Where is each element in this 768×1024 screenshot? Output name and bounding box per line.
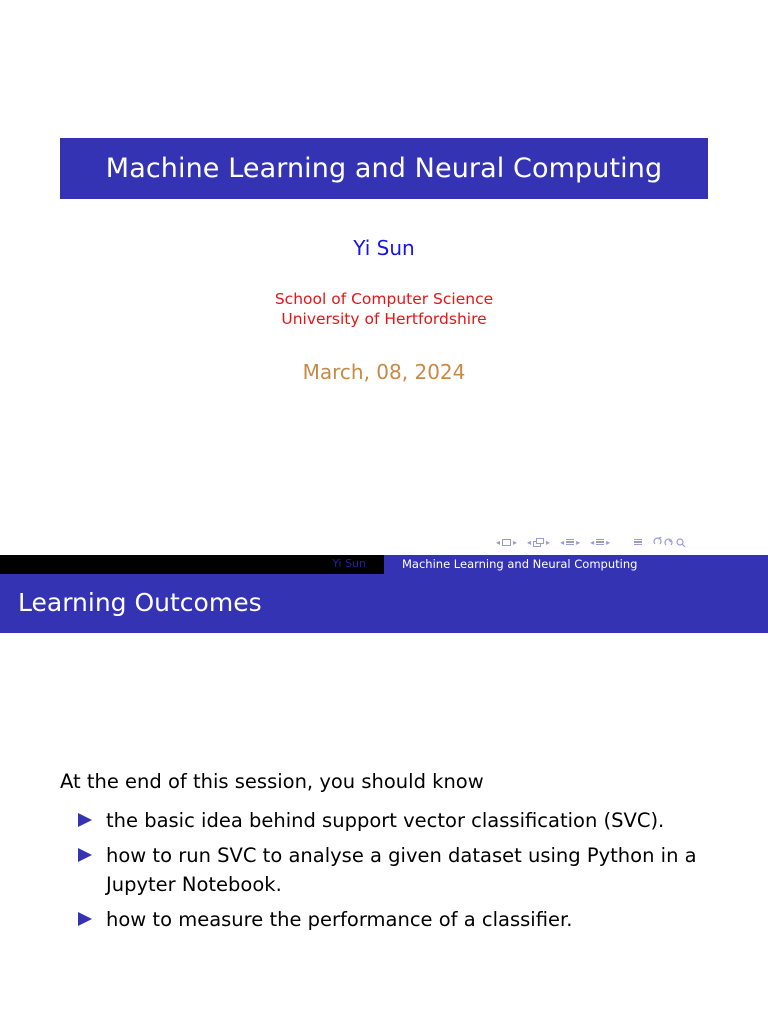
nav-subsection-icon[interactable]: ◂ ▸ bbox=[560, 537, 581, 547]
frame-title-bar bbox=[0, 574, 768, 633]
navigation-symbols bbox=[496, 535, 692, 549]
nav-doc-icon[interactable] bbox=[634, 539, 642, 546]
intro-text: At the end of this session, you should know bbox=[60, 770, 484, 793]
nav-search-icon[interactable] bbox=[652, 536, 692, 548]
list-item bbox=[78, 841, 718, 899]
list-item-text: how to run SVC to analyse a given dataset using Python in a Jupyter Notebook. bbox=[106, 844, 697, 896]
author-name: Yi Sun bbox=[353, 236, 415, 260]
institute-line-2: University of Hertfordshire bbox=[281, 310, 487, 328]
footline-title-section bbox=[384, 555, 768, 574]
footline-author: Yi Sun bbox=[332, 557, 366, 570]
nav-slide-icon[interactable]: ◂ ▸ bbox=[496, 537, 518, 547]
list-item bbox=[78, 806, 718, 835]
list-item-text: the basic idea behind support vector classification (SVC). bbox=[106, 809, 665, 832]
frame-title: Learning Outcomes bbox=[18, 588, 262, 617]
footline-author-section bbox=[0, 555, 384, 574]
list-item bbox=[78, 905, 718, 934]
bullet-triangle-icon bbox=[78, 848, 92, 862]
list-item-text: how to measure the performance of a classifier. bbox=[106, 908, 573, 931]
bullet-triangle-icon bbox=[78, 912, 92, 926]
learning-outcomes-list bbox=[78, 806, 718, 940]
footline-title: Machine Learning and Neural Computing bbox=[402, 557, 638, 571]
nav-frame-icon[interactable]: ◂ ▸ bbox=[527, 537, 551, 547]
institute-line-1: School of Computer Science bbox=[274, 290, 494, 308]
title-box bbox=[60, 138, 708, 199]
footline bbox=[0, 555, 768, 574]
presentation-title: Machine Learning and Neural Computing bbox=[105, 153, 663, 184]
nav-section-icon[interactable]: ◂ ▸ bbox=[590, 537, 611, 547]
bullet-triangle-icon bbox=[78, 813, 92, 827]
presentation-date: March, 08, 2024 bbox=[302, 360, 466, 384]
